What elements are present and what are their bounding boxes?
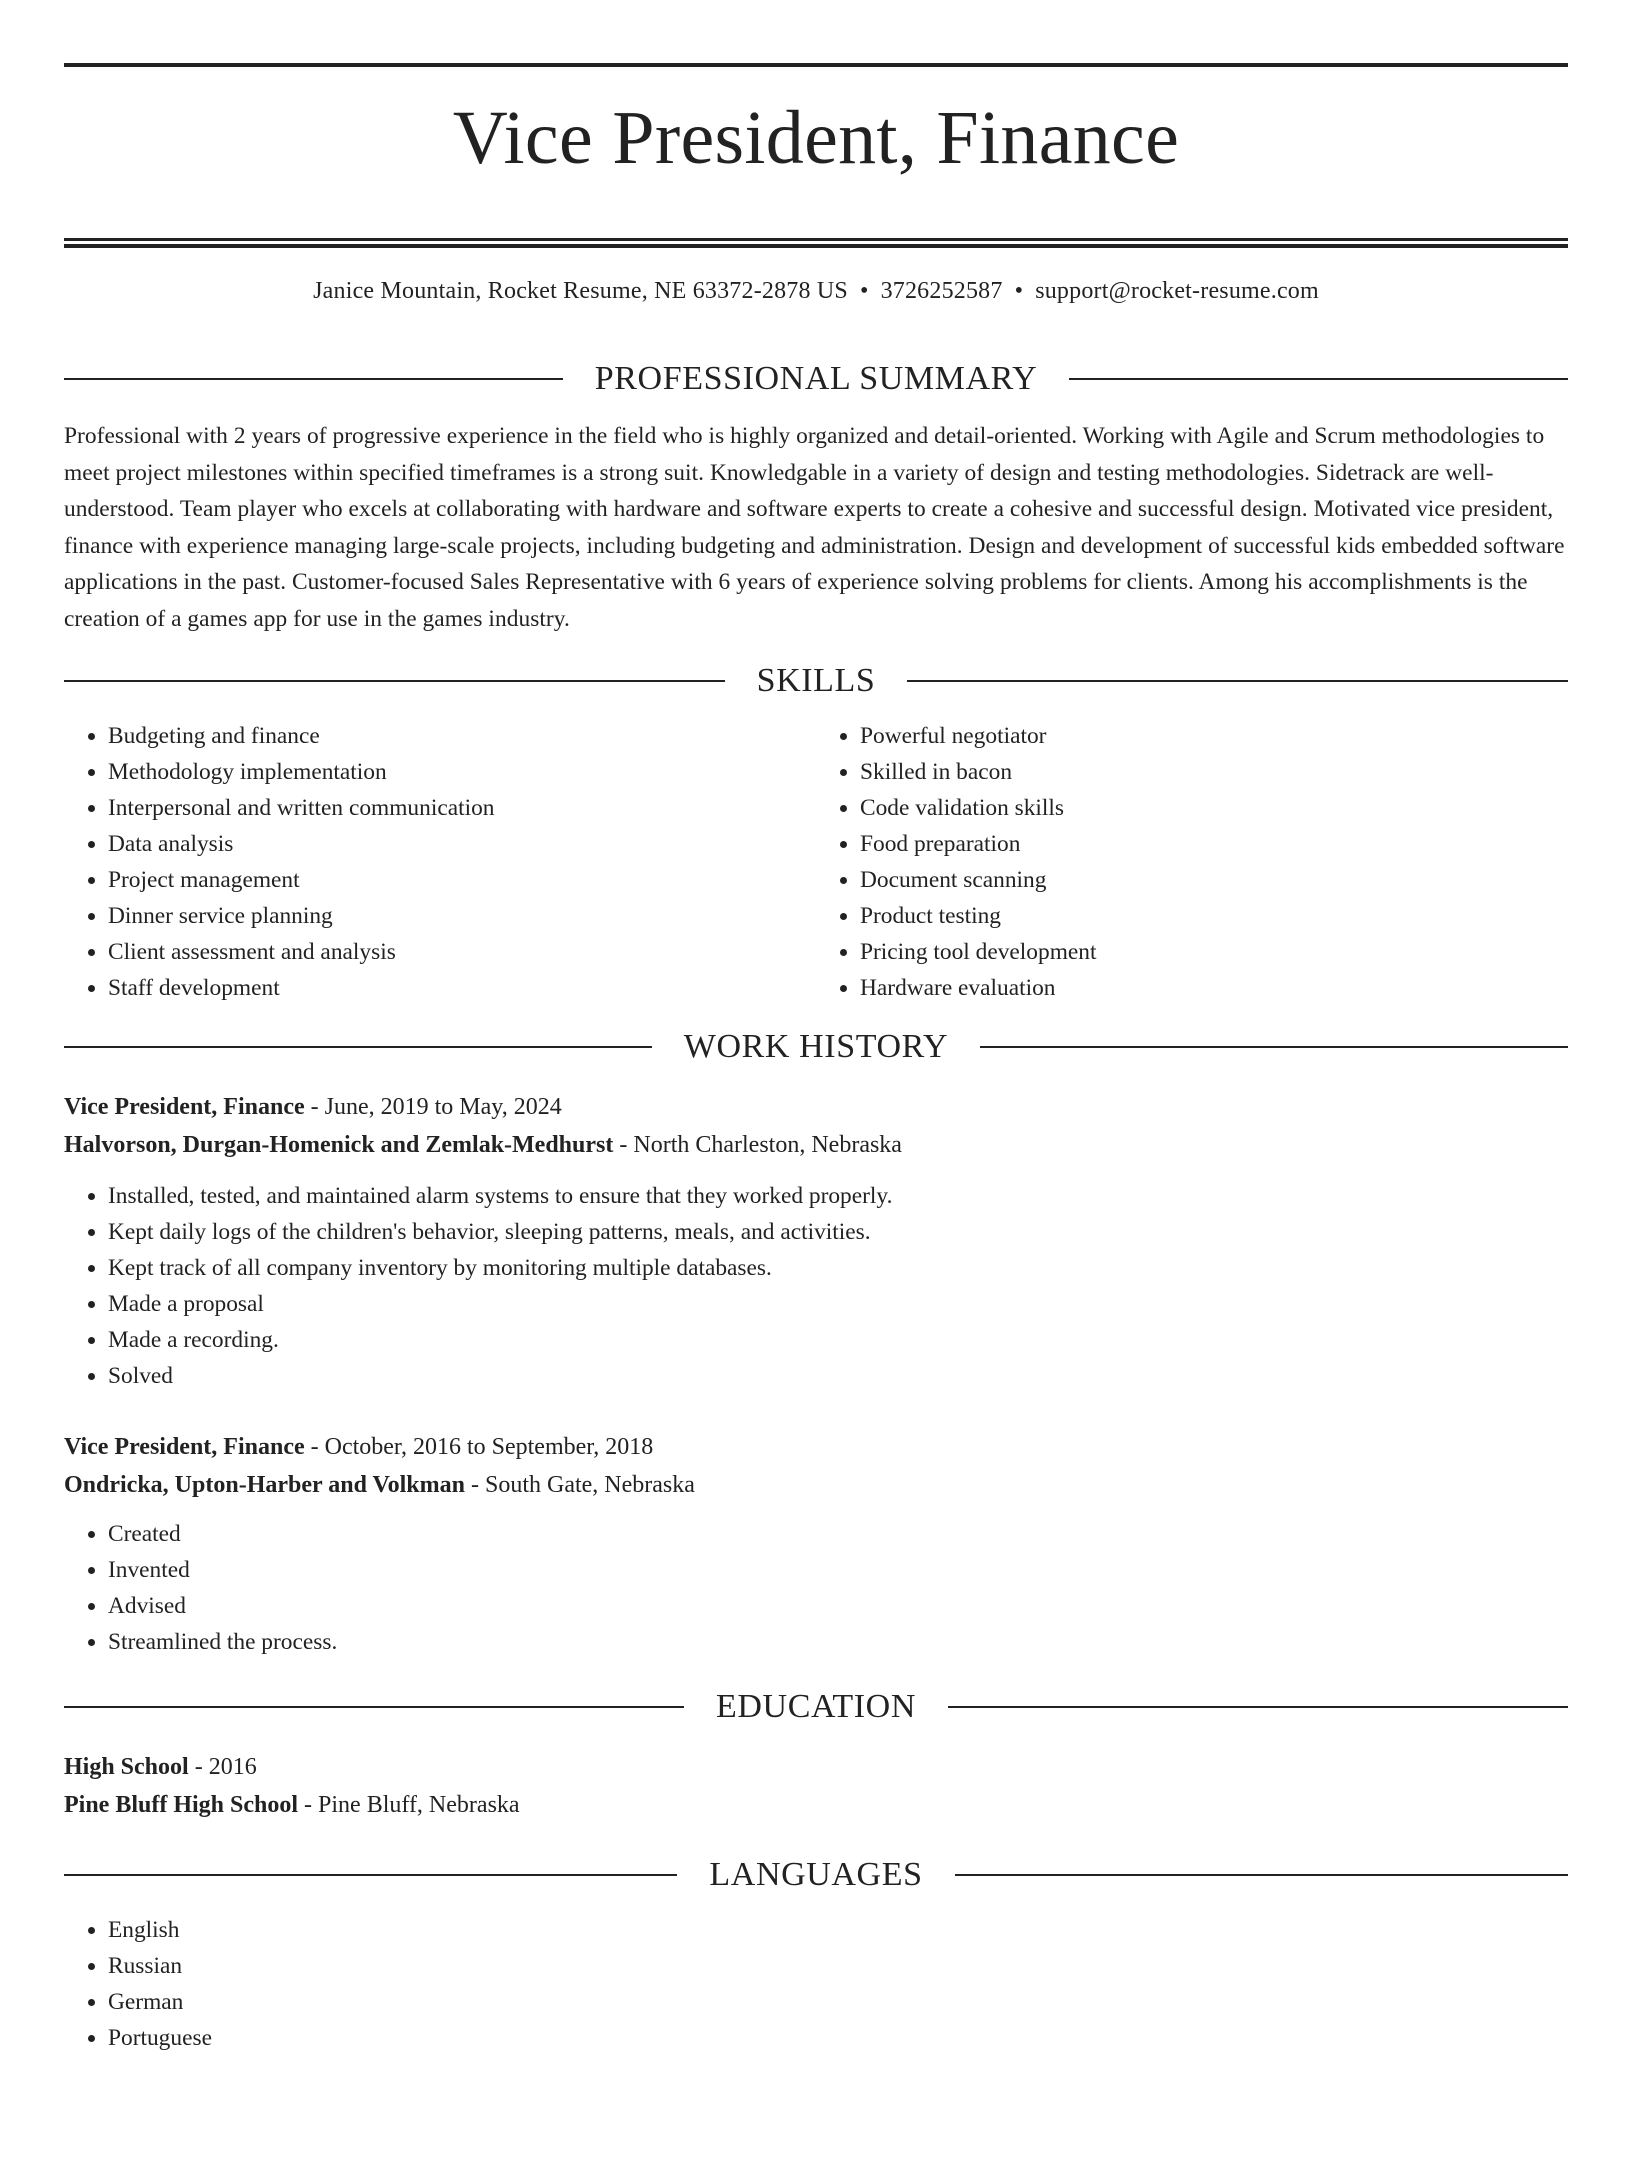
heading-rule-right [955,1874,1568,1876]
contact-phone: 3726252587 [880,278,1003,304]
job-duty: • Kept daily logs of the children's behavior, sleeping patterns, meals, and activities. [108,1214,1568,1250]
contact-line [64,276,1568,306]
work-history-heading [64,1026,1568,1068]
job-duties [64,1178,1568,1394]
languages-heading-label: LANGUAGES [709,1855,923,1893]
school-line [64,1786,1568,1824]
degree-line [64,1748,1568,1786]
languages-list [64,1912,1568,2056]
resume-title: Vice President, Finance [452,96,1180,180]
education-heading [64,1686,1568,1728]
contact-separator: • [1014,278,1024,304]
summary-heading-label: PROFESSIONAL SUMMARY [594,360,1038,397]
education-entry [64,1748,1568,1824]
skill-item: • Pricing tool development [860,934,1568,970]
skill-item: • Hardware evaluation [860,970,1568,1006]
job-title-line [64,1428,1568,1466]
job-entry [64,1428,1568,1660]
skill-item: • Food preparation [860,826,1568,862]
job-company-line [64,1126,1568,1164]
job-duty: • Streamlined the process. [108,1624,1568,1660]
job-company: Ondricka, Upton-Harber and Volkman [64,1471,465,1498]
job-title-line [64,1088,1568,1126]
resume-page [0,63,1632,2175]
heading-rule-left [64,1874,677,1876]
contact-address: Janice Mountain, Rocket Resume, NE 63372-2878 US [313,278,848,304]
job-dates: - October, 2016 to September, 2018 [304,1433,654,1460]
job-location: - North Charleston, Nebraska [613,1131,902,1158]
summary-text: Professional with 2 years of progressive experience in the field who is highly organized and detail-oriented. Working with Agile and Scrum methodologies to meet project milestones within specified timeframes is a strong suit. Knowledgable in a variety of design and testing methodologies. Sidetrack are well-understood. Team player who excels at collaborating with hardware and software experts to create a cohesive and successful design. Motivated vice president, finance with experience managing large-scale projects, including budgeting and administration. Design and development of successful kids embedded software applications in the past. Customer-focused Sales Representative with 6 years of experience solving problems for clients. Among his accomplishments is the creation of a games app for use in the games industry. [64,423,1565,632]
job-location: - South Gate, Nebraska [464,1471,695,1498]
skill-item: • Interpersonal and written communication [108,790,816,826]
job-dates: - June, 2019 to May, 2024 [304,1093,562,1120]
job-duty: • Advised [108,1588,1568,1624]
job-title: Vice President, Finance [64,1433,305,1460]
school-location: - Pine Bluff, Nebraska [298,1791,520,1818]
skills-heading-label: SKILLS [756,661,876,699]
skills-column-right [816,718,1568,1006]
heading-rule-right [907,680,1568,682]
heading-rule-right [1069,378,1568,380]
heading-rule-left [64,1046,652,1048]
summary-heading [64,358,1568,400]
school-name: Pine Bluff High School [64,1791,299,1818]
job-duty: • Made a proposal [108,1286,1568,1322]
heading-rule-left [64,680,725,682]
language-item: • German [108,1984,1568,2020]
job-duty: • Kept track of all company inventory by monitoring multiple databases. [108,1250,1568,1286]
skills-list [64,718,1568,1006]
job-title: Vice President, Finance [64,1093,305,1120]
contact-separator: • [859,278,869,304]
heading-rule-right [948,1706,1568,1708]
skill-item: • Code validation skills [860,790,1568,826]
language-item: • Russian [108,1948,1568,1984]
skill-item: • Data analysis [108,826,816,862]
skill-item: • Product testing [860,898,1568,934]
job-entry [64,1088,1568,1394]
degree: High School [64,1753,189,1780]
heading-rule-left [64,1706,684,1708]
job-duty: • Made a recording. [108,1322,1568,1358]
skill-item: • Powerful negotiator [860,718,1568,754]
job-duty: • Created [108,1516,1568,1552]
skills-column-left [64,718,816,1006]
skill-item: • Skilled in bacon [860,754,1568,790]
job-duties [64,1516,1568,1660]
languages-heading [64,1854,1568,1896]
job-duty: • Installed, tested, and maintained alarm systems to ensure that they worked properly. [108,1178,1568,1214]
skill-item: • Staff development [108,970,816,1006]
skill-item: • Document scanning [860,862,1568,898]
heading-rule-left [64,378,563,380]
skill-item: • Methodology implementation [108,754,816,790]
contact-email: support@rocket-resume.com [1035,278,1319,304]
job-company-line [64,1466,1568,1504]
heading-rule-right [980,1046,1568,1048]
skill-item: • Client assessment and analysis [108,934,816,970]
skill-item: • Budgeting and finance [108,718,816,754]
double-rule [64,238,1568,248]
language-item: • English [108,1912,1568,1948]
job-duty: • Invented [108,1552,1568,1588]
job-duty: • Solved [108,1358,1568,1394]
skills-heading [64,660,1568,702]
work-history-heading-label: WORK HISTORY [683,1027,949,1065]
education-heading-label: EDUCATION [716,1687,916,1725]
skill-item: • Dinner service planning [108,898,816,934]
graduation-year: - 2016 [188,1753,257,1780]
job-company: Halvorson, Durgan-Homenick and Zemlak-Medhurst [64,1131,614,1158]
skill-item: • Project management [108,862,816,898]
language-item: • Portuguese [108,2020,1568,2056]
